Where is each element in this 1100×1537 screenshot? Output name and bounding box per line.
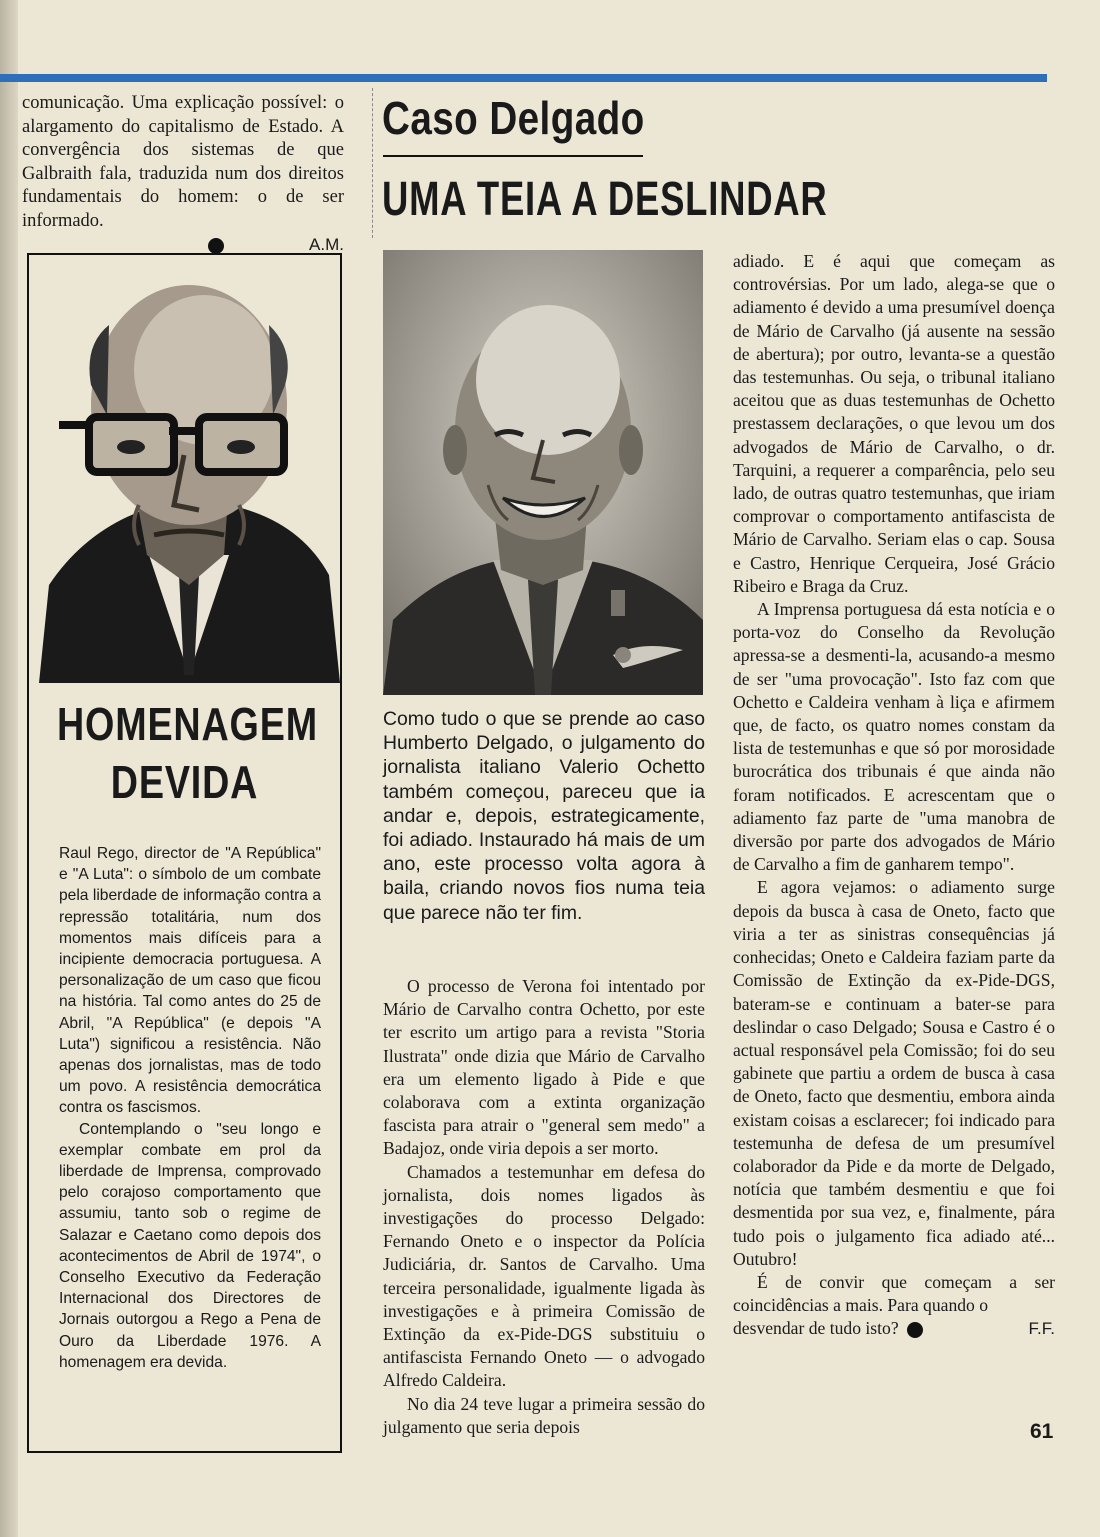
page-number: 61 <box>1030 1420 1054 1443</box>
sidebar-box <box>27 253 342 1453</box>
sidebar-body <box>59 843 321 1373</box>
end-bullet-icon <box>208 238 224 254</box>
article-column-middle <box>383 975 705 1439</box>
article-kicker: Caso Delgado <box>382 92 645 144</box>
article-paragraph: No dia 24 teve lugar a primeira sessão do julgamento que seria depois <box>383 1393 705 1437</box>
sidebar-title-line2: DEVIDA <box>110 756 259 808</box>
article-paragraph: Chamados a testemunhar em defesa do jornalista, dois nomes ligados às investigações do processo Delgado: Fernando Oneto e o inspector da Polícia Judiciária, dr. Santos de Carvalho. Uma terceira personalidade, igualmente ligada às investigações e à primeira Comissão de Extinção da ex-Pide-DGS substituiu o antifascista Fernando Oneto — o advogado Alfredo Caldeira. <box>383 1161 705 1391</box>
end-bullet-icon <box>907 1322 923 1338</box>
article-signature: F.F. <box>1028 1319 1055 1339</box>
author-signature: A.M. <box>309 235 344 254</box>
column-divider <box>372 88 374 238</box>
article-final-line: desvendar de tudo isto? <box>733 1318 899 1339</box>
article-paragraph: adiado. E é aqui que começam as controvérsias. Por um lado, alega-se que o adiamento é devido a uma presumível doença de Mário de Carvalho (já ausente na sessão de abertura); por outro, levanta-se a questão das testemunhas. Ou seja, o tribunal italiano aceitou que as duas testemunhas de Ochetto prestassem declarações, o que levou um dos advogados de Mário de Carvalho, o dr. Tarquini, a requerer a comparência, pelo seu lado, de outras quatro testemunhas, que iriam comprovar o comportamento antifascista de Mário de Carvalho. Seriam elas o cap. Sousa e Castro, Henrique Cerqueira, José Grácio Ribeiro e Braga da Cruz. <box>733 251 1055 596</box>
portrait-raul-rego-icon <box>29 255 340 683</box>
blue-header-rule <box>0 74 1047 82</box>
sidebar-paragraph: Raul Rego, director de "A República" e "A Luta": o símbolo de um combate pela liberdade de informação contra a repressão totalitária, num dos momentos mais difíceis para a incipiente democracia portuguesa. A personalização de um caso que ficou na história. Tal como antes do 25 de Abril, "A República" (e depois "A Luta") significou a resistência. Não apenas dos jornalistas, mas de todo um povo. A resistência democrática contra os fascismos. <box>59 845 321 1117</box>
article-lead: Como tudo o que se prende ao caso Humberto Delgado, o julgamento do jornalista italiano Valerio Ochetto também começou, pareceu que ia andar e, depois, estrategicamente, foi adiado. Instaurado há mais de um ano, este processo volta agora à baila, criando novos fios numa teia que parece não ter fim. <box>383 708 705 924</box>
article-column-right <box>733 250 1055 1341</box>
article-paragraph: E agora vejamos: o adiamento surge depois da busca à casa de Oneto, facto que viria a ter as sinistras consequências já conhecidas; Oneto e Caldeira faziam parte da Comissão de Extinção da ex-Pide-DGS, bateram-se e continuam a bater-se para deslindar o caso Delgado; Sousa e Castro é o actual responsável pela Comissão; foi do seu gabinete que partiu a ordem de busca à casa de Oneto, facto que desmentiu, embora ainda existam coisas a esclarecer; foi indicado para testemunha de defesa de um presumível colaborador da Pide e da morte de Delgado, notícia que também desmentiu e que foi desmentida por sua vez, e, finalmente, pára tudo pois o julgamento fica adiado até... Outubro! <box>733 877 1055 1269</box>
sidebar-paragraph: Contemplando o "seu longo e exemplar combate em prol da liberdade de Imprensa, comprovado pelo corajoso comportamento que assumiu, tanto sob o regime de Salazar e Caetano como depois dos acontecimentos de Abril de 1974", o Conselho Executivo da Federação Internacional dos Directores de Jornais outorgou a Rego a Pena de Ouro da Liberdade 1976. A homenagem era devida. <box>59 1120 321 1371</box>
article-paragraph: O processo de Verona foi intentado por Mário de Carvalho contra Ochetto, por este ter escrito um artigo para a revista "Storia Ilustrata" onde dizia que Mário de Carvalho era um elemento ligado à Pide e que colaborava com a extinta organização fascista para atrair o "general sem medo" a Badajoz, onde viria depois a ser morto. <box>383 976 705 1159</box>
article-paragraph: É de convir que começam a ser coincidências a mais. Para quando o <box>733 1271 1055 1316</box>
article-end-row <box>733 1317 1055 1340</box>
previous-article-ending <box>22 92 344 258</box>
page-gutter <box>0 0 18 1537</box>
previous-article-text: comunicação. Uma explicação possível: o alargamento do capitalismo de Estado. A convergência dos sistemas de que Galbraith fala, traduzida num dos direitos fundamentais do homem: o de ser informado. <box>22 93 344 231</box>
kicker-rule <box>383 155 643 157</box>
sidebar-title-line1: HOMENAGEM <box>56 698 318 750</box>
sidebar-title <box>56 695 318 811</box>
article-paragraph: A Imprensa portuguesa dá esta notícia e o porta-voz do Conselho da Revolução apressa-se a desmenti-la, acusando-a mesmo de ser "uma provocação". Isto faz com que Ochetto e Caldeira venham à liça e afirmem que, de facto, os quatro nomes constam da lista de testemunhas e que só por morosidade burocrática dos tribunais é que ainda não foram notificados. E acrescentam que o adiamento faz parte de "uma manobra de diversão por parte dos advogados de Mário de Carvalho a fim de ganharem tempo". <box>733 599 1055 875</box>
article-headline: UMA TEIA A DESLINDAR <box>382 173 828 226</box>
portrait-humberto-delgado-icon <box>383 250 703 695</box>
